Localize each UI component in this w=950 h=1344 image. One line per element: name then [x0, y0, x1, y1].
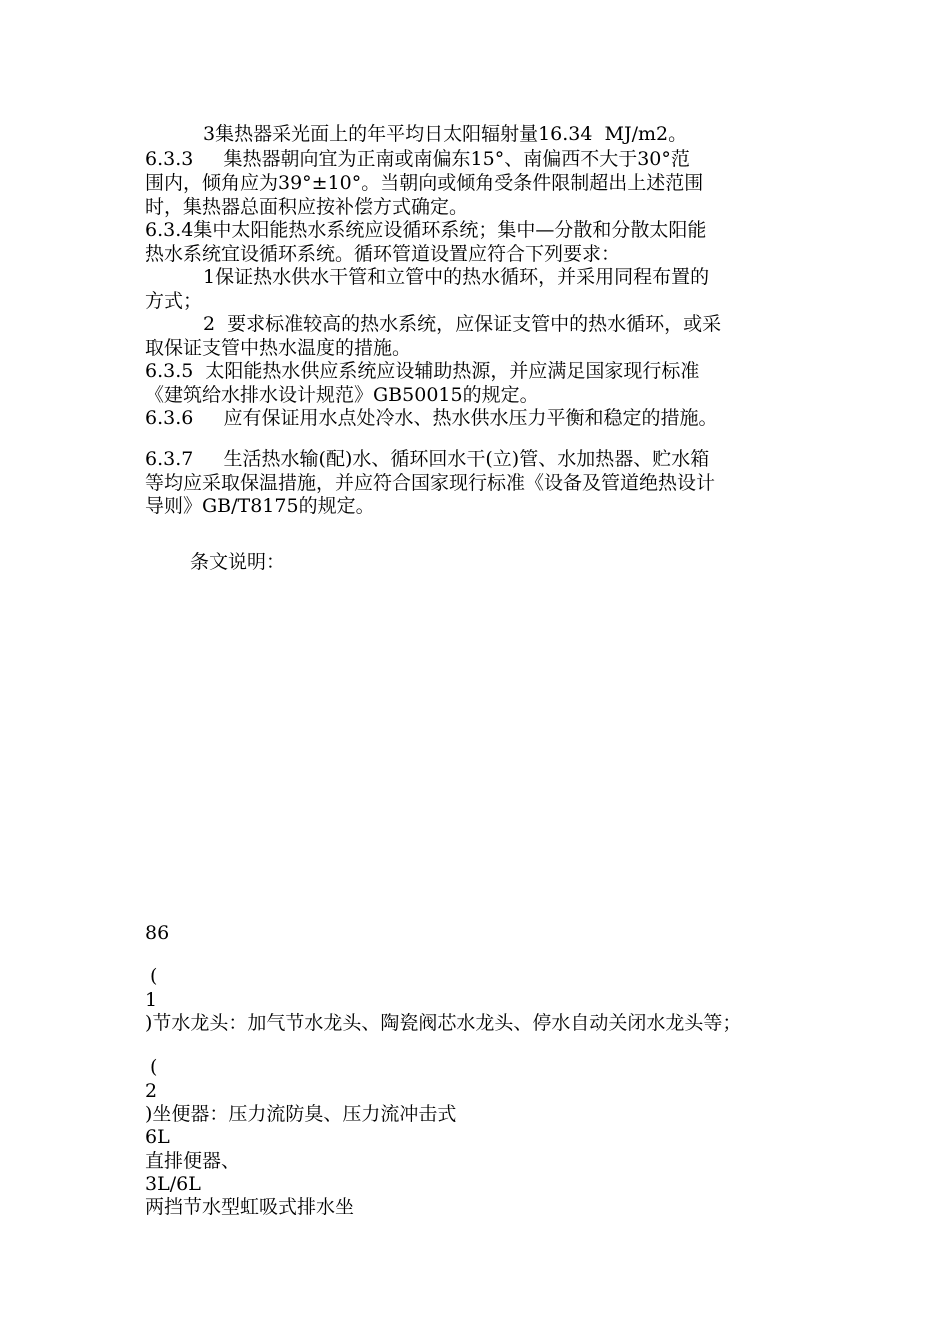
page-number: 86 [145, 922, 170, 944]
fragment-line: )节水龙头：加气节水龙头、陶瓷阀芯水龙头、停水自动关闭水龙头等； [145, 1012, 742, 1034]
clause-line: 方式； [145, 290, 203, 312]
clause-line: 取保证支管中热水温度的措施。 [145, 337, 412, 359]
fragment-line: 2 [145, 1080, 158, 1102]
clause-line: 6.3.4集中太阳能热水系统应设循环系统；集中—分散和分散太阳能 [145, 219, 707, 241]
fragment-line: 6L [145, 1126, 170, 1148]
fragment-line: ( [150, 1056, 158, 1078]
fragment-line: 3L/6L [145, 1173, 201, 1195]
clause-line: 时，集热器总面积应按补偿方式确定。 [145, 196, 469, 218]
fragment-line: 两挡节水型虹吸式排水坐 [145, 1196, 355, 1218]
clause-line: 1保证热水供水干管和立管中的热水循环，并采用同程布置的 [203, 266, 710, 288]
clause-line: 3集热器采光面上的年平均日太阳辐射量16.34 MJ/m2。 [203, 123, 688, 145]
clause-line: 6.3.7 生活热水输(配)水、循环回水干(立)管、水加热器、贮水箱 [145, 448, 710, 470]
fragment-line: 直排便器、 [145, 1150, 241, 1172]
clause-line: 6.3.6 应有保证用水点处冷水、热水供水压力平衡和稳定的措施。 [145, 407, 718, 429]
clause-line: 6.3.5 太阳能热水供应系统应设辅助热源，并应满足国家现行标准 [145, 360, 700, 382]
fragment-line: )坐便器：压力流防臭、压力流冲击式 [145, 1103, 457, 1125]
clause-line: 导则》GB/T8175的规定。 [145, 495, 375, 517]
note-label: 条文说明： [190, 551, 286, 573]
fragment-line: 1 [145, 989, 158, 1011]
clause-line: 2 要求标准较高的热水系统，应保证支管中的热水循环，或采 [203, 313, 722, 335]
clause-line: 6.3.3 集热器朝向宜为正南或南偏东15°、南偏西不大于30°范 [145, 148, 690, 170]
clause-line: 围内，倾角应为39°±10°。当朝向或倾角受条件限制超出上述范围 [145, 172, 704, 194]
fragment-line: ( [150, 965, 158, 987]
clause-line: 热水系统宜设循环系统。循环管道设置应符合下列要求： [145, 243, 621, 265]
clause-line: 等均应采取保温措施，并应符合国家现行标准《设备及管道绝热设计 [145, 472, 716, 494]
clause-line: 《建筑给水排水设计规范》GB50015的规定。 [145, 384, 539, 406]
